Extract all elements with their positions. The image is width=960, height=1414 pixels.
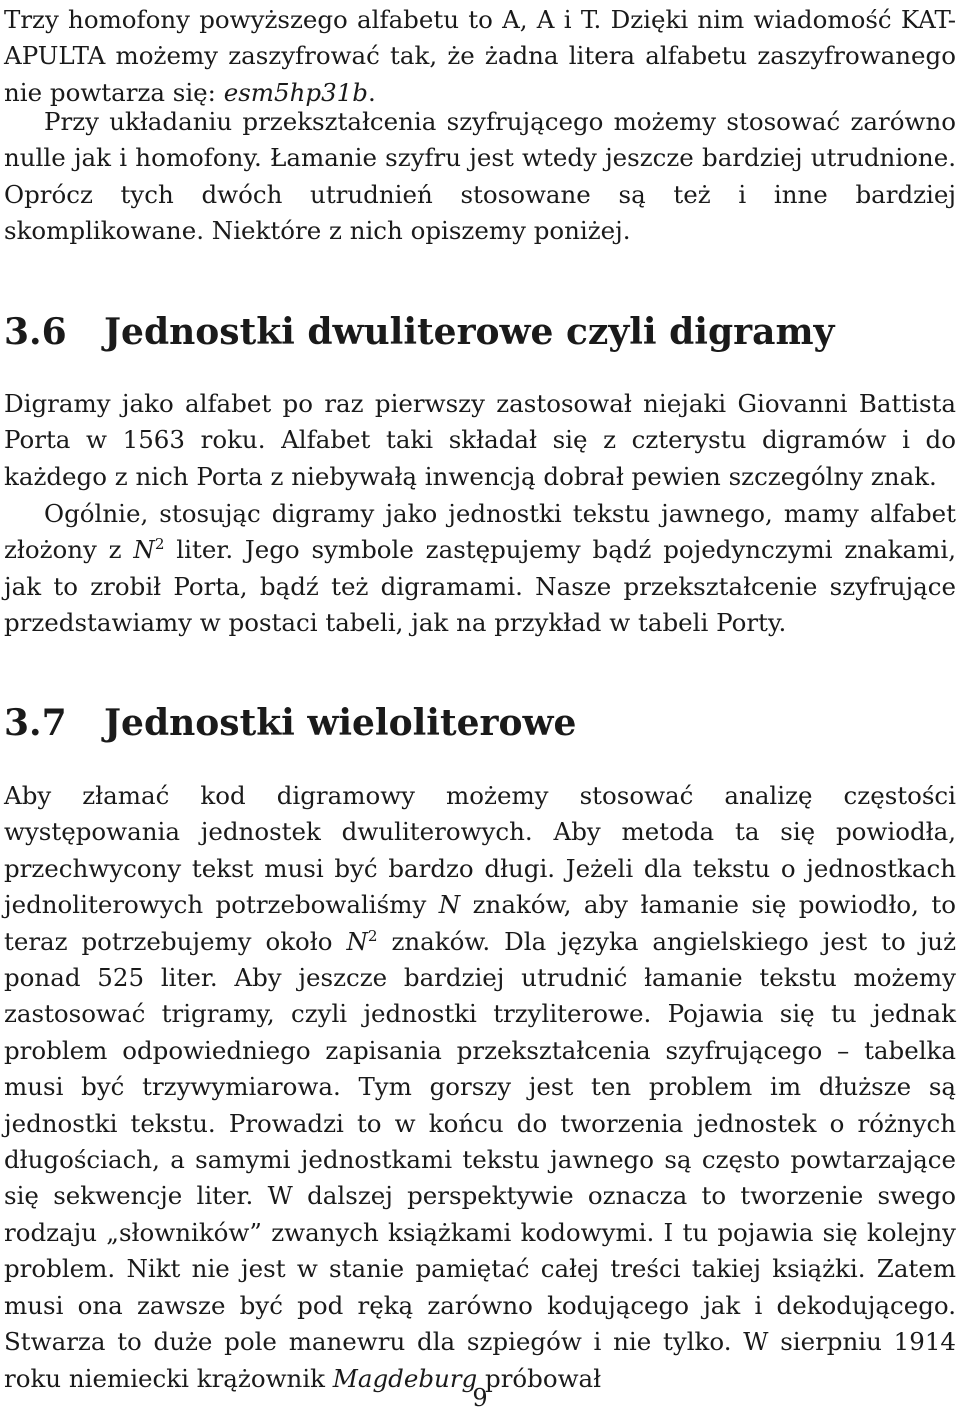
section-3-7-paragraph (4, 778, 956, 1397)
paragraph-text: liter. Jego symbole zastępujemy bądź pojedynczymi znakami, jak to zrobił Porta, bądź też digramami. Nasze przekształcenie szyfrujące przedstawiamy w postaci tabeli, jak na przykład w tabeli Porty. (4, 535, 956, 638)
paragraph-text: Aby złamać kod digramowy możemy stosować analizę częstości występowania jednostek dwuliterowych. Aby metoda ta się powiodła, przechwycony tekst musi być bardzo długi. Jeżeli dla tekstu o jednostkach jednoliterowych potrzebowaliśmy (4, 781, 956, 920)
section-number: 3.6 (4, 311, 67, 353)
math-variable: N (438, 890, 461, 920)
section-3-6-paragraph-1: Digramy jako alfabet po raz pierwszy zastosował niejaki Giovanni Battista Porta w 1563 roku. Alfabet taki składał się z czterystu digramów i do każdego z nich Porta z niebywałą inwencją dobrał pewien szczególny znak. (4, 389, 956, 491)
intro-paragraph-1 (4, 2, 956, 111)
intro-text: Trzy homofony powyższego alfabetu to A, A i T. Dzięki nim wiadomość KAT-APULTA możemy zaszyfrować tak, że żadna litera alfabetu zaszyfrowanego nie powtarza się: (4, 5, 956, 107)
intro-paragraph-2: Przy układaniu przekształcenia szyfrującego możemy stosować zarówno nulle jak i homofony. Łamanie szyfru jest wtedy jeszcze bardziej utrudnione. Oprócz tych dwóch utrudnień stosowane są też i inne bardziej skomplikowane. Niektóre z nich opiszemy poniżej. (4, 107, 956, 246)
paragraph-text: znaków. Dla języka angielskiego jest to już ponad 525 liter. Aby jeszcze bardziej utrudnić łamanie tekstu możemy zastosować trigramy, czyli jednostki trzyliterowe. Pojawia się tu jednak problem odpowiedniego zapisania przekształcenia szyfrującego – tabelka musi być trzywymiarowa. Tym gorszy jest ten problem im dłuższe są jednostki tekstu. Prowadzi to w końcu do tworzenia jednostek o różnych długościach, a samymi jednostkami tekstu jawnego są często powtarzające się sekwencje liter. W dalszej perspektywie oznacza to tworzenie swego rodzaju „słowników” zwanych książkami kodowymi. I tu pojawia się kolejny problem. Nikt nie jest w stanie pamiętać całej treści takiej książki. Zatem musi ona zawsze być pod ręką zarówno kodującego jak i dekodującego. Stwarza to duże pole manewru dla szpiegów i nie tylko. W sierpniu 1914 roku niemiecki krążownik (4, 926, 956, 1393)
math-exponent: 2 (367, 926, 378, 945)
paragraph-text: Ogólnie, stosując digramy jako jednostki tekstu jawnego, mamy alfabet złożony z (4, 499, 956, 565)
section-number: 3.7 (4, 702, 67, 744)
section-3-6-paragraph-2 (4, 496, 956, 642)
section-heading-3-7 (4, 701, 576, 745)
section-heading-3-6 (4, 310, 834, 354)
cipher-text: esm5hp31b (223, 77, 368, 107)
section-title: Jednostki wieloliterowe (104, 702, 577, 744)
page-number: 9 (472, 1384, 488, 1412)
paragraph-text: próbował (477, 1363, 602, 1393)
math-exponent: 2 (154, 535, 165, 554)
ship-name: Magdeburg (332, 1363, 478, 1393)
math-variable: N (133, 535, 155, 565)
math-variable: N (346, 926, 368, 956)
section-title: Jednostki dwuliterowe czyli digramy (104, 311, 835, 353)
intro-period: . (367, 77, 376, 107)
paragraph-text: znaków, aby łamanie się powiodło, to teraz potrzebujemy około (4, 890, 956, 956)
